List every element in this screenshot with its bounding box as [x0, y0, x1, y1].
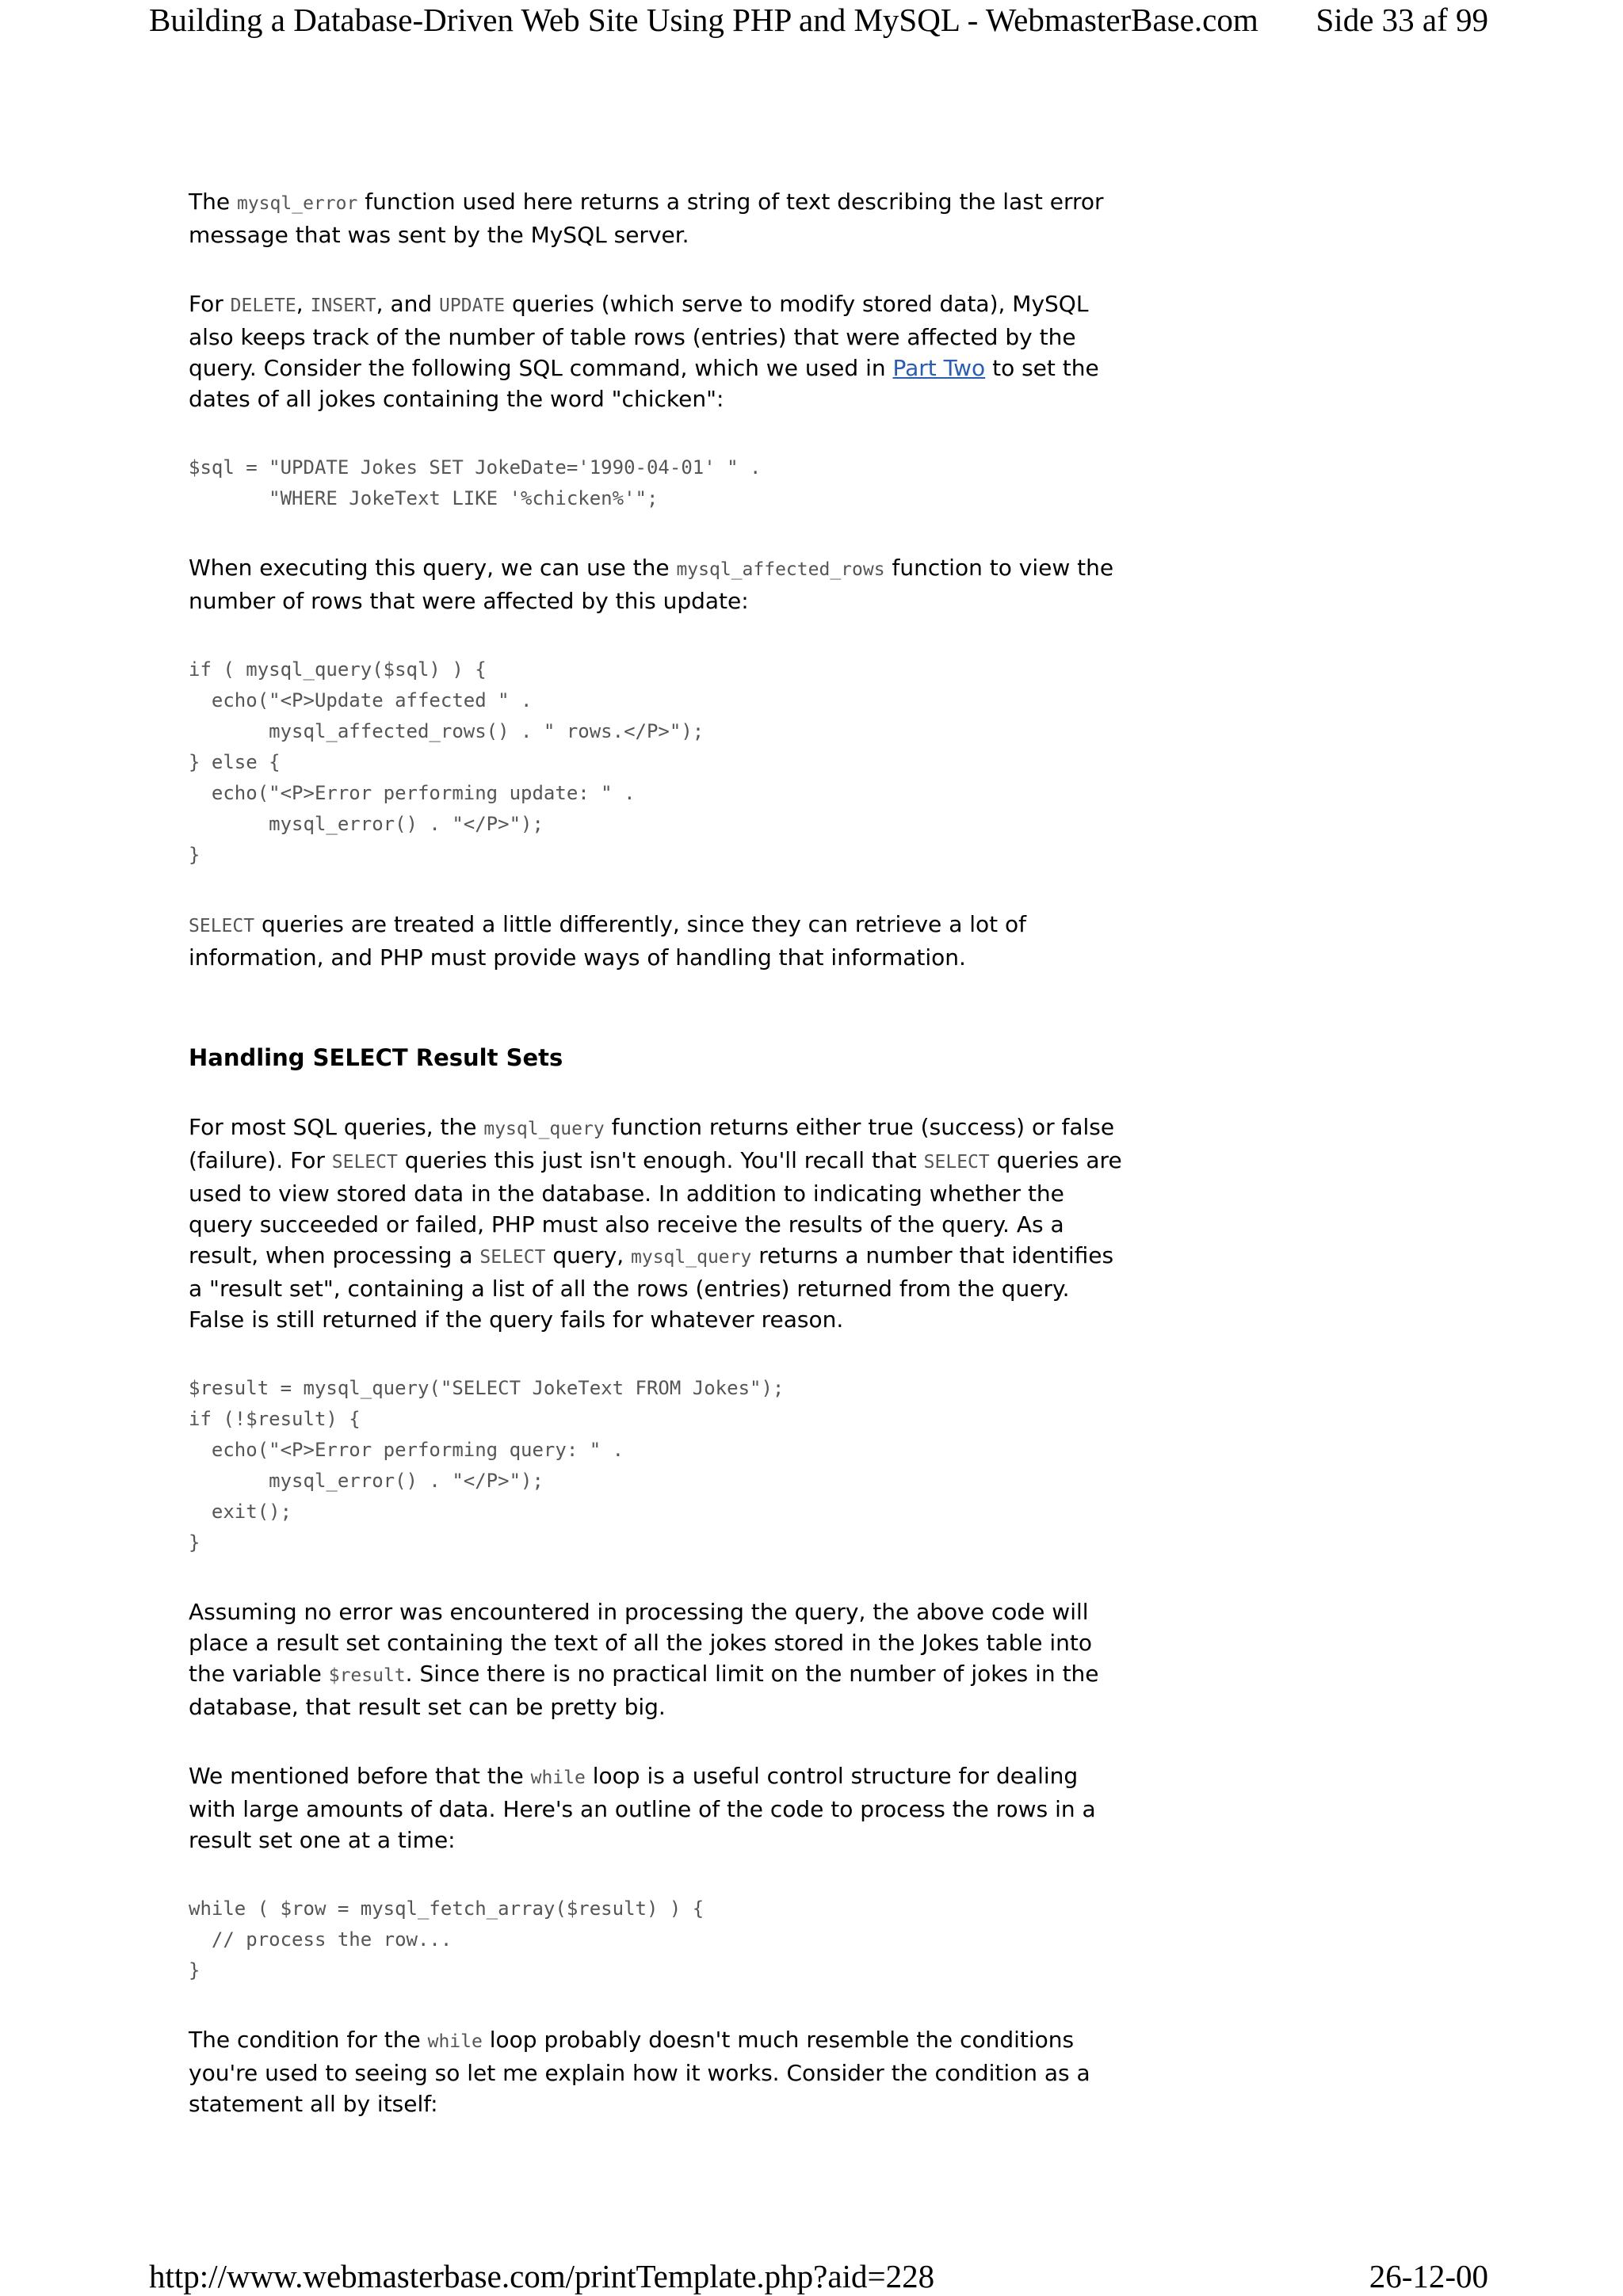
page-number: Side 33 af 99 — [1316, 2, 1488, 38]
page-header — [149, 0, 1488, 40]
inline-code: mysql_query — [483, 1119, 605, 1139]
page-footer — [149, 2256, 1488, 2296]
paragraph: When executing this query, we can use the mysql_affected_rows function to view the number of rows that were affected by this update: — [189, 555, 1114, 614]
paragraph: For DELETE, INSERT, and UPDATE queries (which serve to modify stored data), MySQL also keeps track of the number of table rows (entries) that were affected by the query. Consider the following SQL command, which we used in Part Two to set the dates of all jokes containing the word "chicken": — [189, 291, 1099, 412]
inline-code: mysql_error — [236, 193, 358, 214]
paragraph: Assuming no error was encountered in processing the query, the above code will place a result set containing the text of all the jokes stored in the Jokes table into the variable $result. Since there is no practical limit on the number of jokes in the database, that result set can be pretty big. — [189, 1599, 1099, 1720]
inline-code: while — [530, 1768, 586, 1788]
inline-code: SELECT — [479, 1247, 546, 1268]
paragraph: We mentioned before that the while loop is a useful control structure for dealing with large amounts of data. Here's an outline of the code to process the rows in a result set one at a time: — [189, 1763, 1096, 1853]
code-block: if ( mysql_query($sql) ) { echo("<P>Update affected " . mysql_affected_rows() . " rows.</P>"); } else { echo("<P>Error performing update: " . mysql_error() . "</P>"); } — [189, 658, 705, 866]
inline-code: SELECT — [923, 1152, 990, 1173]
code-block: while ( $row = mysql_fetch_array($result) ) { // process the row... } — [189, 1897, 705, 1981]
section-heading: Handling SELECT Result Sets — [189, 1044, 563, 1071]
article-body — [189, 186, 1124, 2119]
inline-code: INSERT — [310, 296, 376, 316]
paragraph: The condition for the while loop probably doesn't much resemble the conditions you're used to seeing so let me explain how it works. Consider the condition as a statement all by itself: — [189, 2027, 1090, 2117]
paragraph: For most SQL queries, the mysql_query function returns either true (success) or false (failure). For SELECT queries this just isn't enough. You'll recall that SELECT queries are used to view stored data in the database. In addition to indicating whether the query succeeded or failed, PHP must also receive the results of the query. As a result, when processing a SELECT query, mysql_query returns a number that identifies a "result set", containing a list of all the rows (entries) returned from the query. False is still returned if the query fails for whatever reason. — [189, 1114, 1122, 1333]
code-block: $result = mysql_query("SELECT JokeText FROM Jokes"); if (!$result) { echo("<P>Error performing query: " . mysql_error() . "</P>"); exit(); } — [189, 1377, 785, 1554]
code-block: $sql = "UPDATE Jokes SET JokeDate='1990-04-01' " . "WHERE JokeText LIKE '%chicken%'"; — [189, 456, 762, 509]
inline-code: $result — [328, 1665, 406, 1686]
inline-code: DELETE — [230, 296, 296, 316]
footer-date: 26-12-00 — [1369, 2258, 1488, 2294]
inline-code: while — [427, 2031, 483, 2052]
inline-code: SELECT — [331, 1152, 398, 1173]
inline-code: mysql_query — [631, 1247, 752, 1268]
inline-code: mysql_affected_rows — [676, 559, 885, 580]
footer-url: http://www.webmasterbase.com/printTemplate.php?aid=228 — [149, 2258, 935, 2294]
paragraph: The mysql_error function used here returns a string of text describing the last error message that was sent by the MySQL server. — [189, 189, 1104, 248]
inline-code: UPDATE — [439, 296, 506, 316]
inline-code: SELECT — [189, 916, 255, 936]
header-title: Building a Database-Driven Web Site Using PHP and MySQL - WebmasterBase.com — [149, 2, 1258, 38]
part-two-link[interactable]: Part Two — [892, 355, 986, 381]
paragraph: SELECT queries are treated a little differently, since they can retrieve a lot of information, and PHP must provide ways of handling that information. — [189, 911, 1027, 971]
